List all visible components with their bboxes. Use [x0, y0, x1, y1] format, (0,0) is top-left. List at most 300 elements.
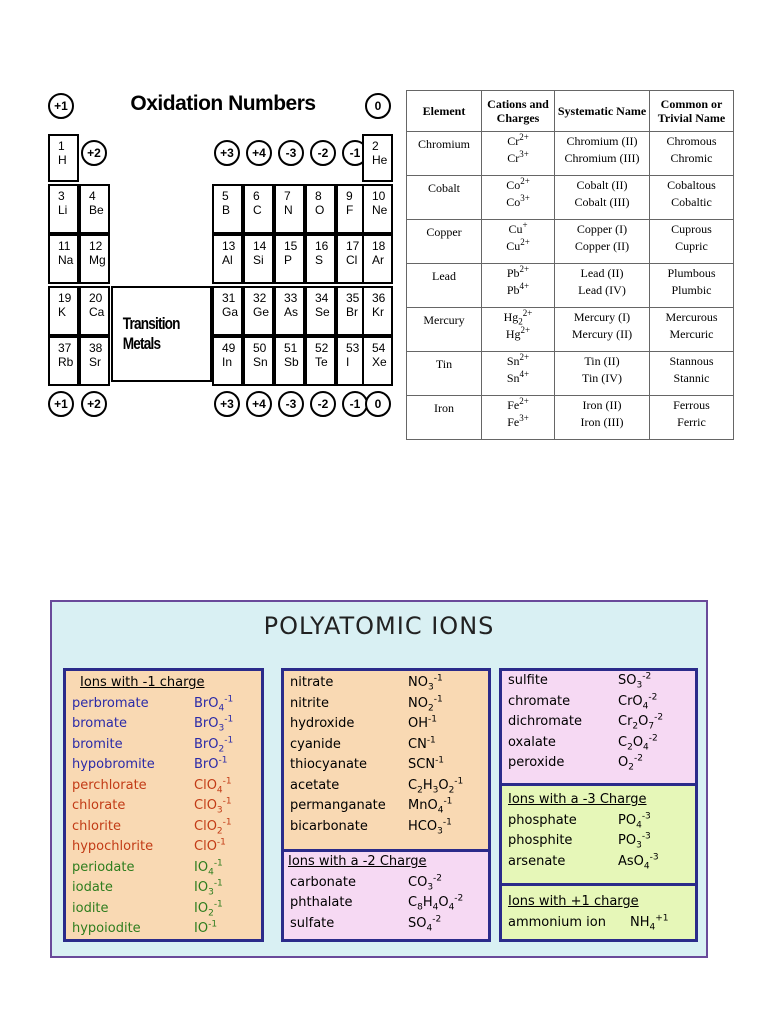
ion-name: sulfate	[290, 915, 335, 931]
list-item	[284, 776, 488, 797]
cell-element: Chromium	[407, 132, 482, 176]
element-symbol: I	[346, 355, 350, 369]
table-row	[407, 396, 734, 440]
element-cell	[79, 286, 110, 336]
cell-ions	[482, 352, 555, 396]
list-item	[66, 755, 261, 776]
ion-formula: BrO$_2^{-1}$	[194, 735, 234, 755]
ion-formula: ClO$_2^{-1}$	[194, 817, 232, 837]
list-item	[66, 714, 261, 735]
oxidation-badge-bottom: -1	[342, 391, 368, 417]
element-number: 12	[89, 239, 103, 253]
ions-middle-box	[281, 668, 491, 942]
oxidation-badge-bottom: +2	[81, 391, 107, 417]
element-number: 18	[372, 239, 386, 253]
cell-ions	[482, 220, 555, 264]
element-symbol: K	[58, 305, 67, 319]
ions-minus-one-box	[63, 668, 264, 942]
ion-formula: $C_2O_4^{-2}$	[618, 733, 658, 753]
element-cell	[362, 286, 393, 336]
table-row	[407, 264, 734, 308]
ion-formula: ClO$_4^{-1}$	[194, 776, 232, 796]
element-number: 36	[372, 291, 386, 305]
header-systematic: Systematic Name	[555, 91, 650, 132]
cell-element: Lead	[407, 264, 482, 308]
list-item	[502, 852, 695, 873]
element-number: 32	[253, 291, 267, 305]
ion-formula: ClO$_3^{-1}$	[194, 796, 232, 816]
element-number: 16	[315, 239, 329, 253]
element-number: 9	[346, 189, 353, 203]
element-number: 8	[315, 189, 322, 203]
element-number: 51	[284, 341, 298, 355]
element-symbol: B	[222, 203, 231, 217]
ion-formula: $SCN^{-1}$	[408, 755, 445, 772]
element-symbol: Kr	[372, 305, 384, 319]
common-name: Cobaltic	[671, 195, 712, 209]
element-cell	[305, 184, 336, 234]
element-symbol: Li	[58, 203, 68, 217]
element-symbol: H	[58, 153, 67, 167]
transition-metals-label: Transition Metals	[122, 314, 180, 353]
ion-formula: $Cr_2O_7^{-2}$	[618, 712, 664, 732]
element-number: 5	[222, 189, 229, 203]
systematic-name: Copper (I)	[576, 222, 628, 236]
element-number: 31	[222, 291, 236, 305]
common-name: Stannous	[669, 354, 714, 368]
element-symbol: Mg	[89, 253, 106, 267]
element-cell	[212, 184, 243, 234]
element-cell	[274, 234, 305, 284]
cell-common	[650, 264, 734, 308]
element-symbol: Sr	[89, 355, 101, 369]
ion-charge: $Cr^{2+}$	[507, 132, 529, 148]
header-cations: Cations and Charges	[482, 91, 555, 132]
ion-name: iodite	[72, 900, 109, 916]
list-item	[502, 671, 695, 692]
list-item	[66, 817, 261, 838]
table-row	[407, 308, 734, 352]
cell-ions	[482, 308, 555, 352]
common-name: Chromic	[670, 151, 713, 165]
ion-charge: $Cr^{3+}$	[507, 149, 529, 165]
element-symbol: Ge	[253, 305, 270, 319]
list-item	[66, 919, 261, 940]
ion-formula: $C_2H_3O_2^{-1}$	[408, 776, 464, 796]
common-name: Mercurous	[665, 310, 718, 324]
element-symbol: Br	[346, 305, 358, 319]
element-symbol: Xe	[372, 355, 387, 369]
oxidation-badge-bottom: +4	[246, 391, 272, 417]
ion-formula: BrO$_4^{-1}$	[194, 694, 234, 714]
list-item	[66, 796, 261, 817]
element-cell	[79, 336, 110, 386]
oxidation-numbers-panel	[48, 88, 392, 432]
systematic-name: Iron (III)	[580, 415, 624, 429]
ion-name: chlorate	[72, 798, 126, 813]
element-number: 11	[58, 239, 71, 253]
oxidation-badge-bottom: +1	[48, 391, 74, 417]
oxidation-badge-top: -3	[278, 140, 304, 166]
element-number: 37	[58, 341, 72, 355]
oxidation-badge-top: +2	[81, 140, 107, 166]
ion-name: hydroxide	[290, 716, 355, 731]
element-number: 17	[346, 239, 360, 253]
ion-name: phthalate	[290, 895, 353, 910]
common-name: Cupric	[675, 239, 708, 253]
cell-element: Tin	[407, 352, 482, 396]
element-number: 15	[284, 239, 298, 253]
element-cell	[274, 336, 305, 386]
element-symbol: Al	[222, 253, 233, 267]
ion-name: permanganate	[290, 798, 386, 813]
common-name: Cobaltous	[667, 178, 716, 192]
element-symbol: Be	[89, 203, 104, 217]
list-item	[502, 913, 695, 934]
cell-systematic	[555, 220, 650, 264]
box-header: Ions with +1 charge	[508, 894, 639, 909]
element-symbol: O	[315, 203, 325, 217]
ion-name: chromate	[508, 693, 571, 709]
list-item	[502, 811, 695, 832]
ion-name: perchlorate	[72, 777, 147, 793]
list-item	[284, 673, 488, 694]
list-item	[66, 735, 261, 756]
element-number: 6	[253, 189, 260, 203]
ion-name: phosphate	[508, 812, 577, 828]
element-cell	[79, 184, 110, 234]
ion-formula: MnO$_4^{-1}$	[408, 796, 453, 816]
element-symbol: As	[284, 305, 299, 319]
ion-name: thiocyanate	[290, 757, 368, 772]
oxidation-title: Oxidation Numbers	[130, 92, 316, 115]
element-number: 2	[372, 139, 379, 153]
element-number: 7	[284, 189, 291, 203]
oxidation-badge-top: 0	[365, 93, 391, 119]
list-item	[284, 735, 488, 756]
element-cell	[362, 184, 393, 234]
cell-systematic	[555, 396, 650, 440]
cell-element: Cobalt	[407, 176, 482, 220]
oxidation-badge-top: -1	[342, 140, 368, 166]
cell-systematic	[555, 352, 650, 396]
systematic-name: Copper (II)	[574, 239, 630, 253]
ion-charge: $Sn^{4+}$	[506, 369, 530, 385]
element-number: 35	[346, 291, 360, 305]
element-cell	[48, 336, 79, 386]
ion-name: chlorite	[72, 818, 122, 834]
element-cell	[79, 234, 110, 284]
cell-common	[650, 308, 734, 352]
systematic-name: Cobalt (II)	[576, 178, 628, 192]
element-cell	[243, 286, 274, 336]
common-name: Plumbous	[667, 266, 716, 280]
cell-ions	[482, 132, 555, 176]
common-name: Ferric	[677, 415, 706, 429]
element-cell	[243, 336, 274, 386]
ion-formula: AsO$_4^{-3}$	[618, 852, 659, 872]
element-cell	[362, 134, 393, 182]
ion-name: iodate	[72, 880, 113, 895]
element-cell	[274, 286, 305, 336]
cation-names-table	[406, 90, 734, 440]
cell-element: Iron	[407, 396, 482, 440]
table-row	[407, 176, 734, 220]
ion-charge: $Hg_2^{2+}$	[503, 308, 533, 327]
box-header: Ions with -1 charge	[80, 675, 205, 690]
cell-systematic	[555, 264, 650, 308]
ion-name: dichromate	[508, 714, 582, 729]
ion-charge: $Co^{3+}$	[506, 193, 530, 209]
ion-charge: $Sn^{2+}$	[506, 352, 530, 368]
element-number: 1	[58, 139, 65, 153]
oxidation-badge-top: +1	[48, 93, 74, 119]
cell-ions	[482, 176, 555, 220]
element-symbol: Sn	[253, 355, 268, 369]
cell-common	[650, 132, 734, 176]
cell-element: Mercury	[407, 308, 482, 352]
cell-common	[650, 352, 734, 396]
table-row	[407, 352, 734, 396]
ion-formula: $CN^{-1}$	[408, 735, 436, 752]
oxidation-badge-bottom: -3	[278, 391, 304, 417]
element-symbol: C	[253, 203, 262, 217]
ion-formula: $O_2^{-2}$	[618, 753, 643, 773]
ion-formula: $IO^{-1}$	[194, 919, 218, 936]
ion-formula: $PO_4^{-3}$	[618, 811, 651, 831]
element-cell	[48, 286, 79, 336]
ion-charge: $Hg^{2+}$	[505, 325, 531, 341]
element-number: 13	[222, 239, 236, 253]
ion-name: nitrate	[290, 675, 334, 690]
ion-name: sulfite	[508, 673, 548, 688]
common-name: Plumbic	[671, 283, 712, 297]
ion-name: carbonate	[290, 874, 356, 890]
box-header: Ions with a -3 Charge	[508, 792, 647, 807]
ion-charge: $Fe^{2+}$	[507, 396, 529, 412]
element-symbol: Te	[315, 355, 328, 369]
cell-systematic	[555, 308, 650, 352]
oxidation-badge-top: -2	[310, 140, 336, 166]
element-cell	[362, 234, 393, 284]
systematic-name: Lead (II)	[580, 266, 624, 280]
element-symbol: Ga	[222, 305, 239, 319]
table-row	[407, 132, 734, 176]
box-header: Ions with a -2 Charge	[288, 854, 427, 869]
element-cell	[243, 234, 274, 284]
common-name: Ferrous	[673, 398, 710, 412]
element-symbol: P	[284, 253, 293, 267]
systematic-name: Lead (IV)	[578, 283, 626, 297]
ion-charge: $Fe^{3+}$	[507, 413, 529, 429]
element-cell	[305, 234, 336, 284]
element-symbol: He	[372, 153, 388, 167]
ions-minus-two-section	[284, 849, 488, 939]
list-item	[66, 858, 261, 879]
list-item	[502, 733, 695, 754]
ions-right-box	[499, 668, 698, 942]
systematic-name: Cobalt (III)	[574, 195, 630, 209]
table-header-row	[407, 91, 734, 132]
ion-name: perbromate	[72, 695, 149, 711]
element-number: 14	[253, 239, 267, 253]
ion-formula: $IO_4^{-1}$	[194, 858, 223, 878]
element-symbol: Ar	[372, 253, 384, 267]
element-cell	[212, 234, 243, 284]
systematic-name: Iron (II)	[582, 398, 622, 412]
element-number: 34	[315, 291, 329, 305]
element-symbol: Ne	[372, 203, 388, 217]
ion-name: hypobromite	[72, 757, 155, 772]
element-symbol: Se	[315, 305, 330, 319]
element-symbol: S	[315, 253, 324, 267]
list-item	[66, 776, 261, 797]
list-item	[66, 878, 261, 899]
list-item	[502, 831, 695, 852]
systematic-name: Mercury (I)	[573, 310, 631, 324]
element-cell	[48, 134, 79, 182]
element-cell	[305, 336, 336, 386]
polyatomic-ions-panel	[50, 600, 708, 958]
ion-name: hypoiodite	[72, 921, 141, 936]
element-cell	[362, 336, 393, 386]
element-symbol: Na	[58, 253, 74, 267]
table-row	[407, 220, 734, 264]
ion-name: cyanide	[290, 736, 341, 752]
list-item	[502, 692, 695, 713]
list-item	[66, 694, 261, 715]
ion-formula: $NH_4^{+1}$	[630, 913, 669, 933]
oxidation-badge-top: +4	[246, 140, 272, 166]
common-name: Chromous	[666, 134, 717, 148]
element-symbol: F	[346, 203, 354, 217]
element-symbol: Cl	[346, 253, 358, 267]
ion-charge: $Pb^{4+}$	[506, 281, 530, 297]
ion-formula: BrO$^{-1}$	[194, 755, 228, 772]
element-number: 19	[58, 291, 72, 305]
element-symbol: Si	[253, 253, 264, 267]
element-number: 49	[222, 341, 236, 355]
systematic-name: Tin (II)	[584, 354, 620, 368]
element-number: 20	[89, 291, 103, 305]
list-item	[284, 796, 488, 817]
element-cell	[243, 184, 274, 234]
list-item	[284, 914, 488, 935]
ion-formula: CrO$_4^{-2}$	[618, 692, 658, 712]
ions-plus-one-section	[502, 883, 695, 939]
element-number: 38	[89, 341, 103, 355]
ion-name: hypochlorite	[72, 839, 154, 854]
ion-formula: $NO_2^{-1}$	[408, 694, 443, 714]
header-element: Element	[407, 91, 482, 132]
element-number: 54	[372, 341, 386, 355]
ion-name: bicarbonate	[290, 818, 368, 834]
oxidation-badge-bottom: -2	[310, 391, 336, 417]
ion-charge: Cu+	[508, 220, 528, 236]
element-number: 50	[253, 341, 267, 355]
ion-charge: $Co^{2+}$	[506, 176, 530, 192]
common-name: Cuprous	[671, 222, 712, 236]
element-number: 4	[89, 189, 96, 203]
element-cell	[274, 184, 305, 234]
cell-ions	[482, 264, 555, 308]
element-symbol: Rb	[58, 355, 74, 369]
list-item	[284, 893, 488, 914]
oxidation-badge-top: +3	[214, 140, 240, 166]
ion-formula: $CO_3^{-2}$	[408, 873, 443, 893]
element-symbol: In	[222, 355, 233, 369]
systematic-name: Chromium (III)	[564, 151, 640, 165]
cell-common	[650, 396, 734, 440]
ion-formula: $OH^{-1}$	[408, 714, 437, 731]
list-item	[66, 899, 261, 920]
element-cell	[212, 336, 243, 386]
list-item	[502, 753, 695, 774]
element-number: 52	[315, 341, 329, 355]
ion-name: acetate	[290, 777, 340, 793]
element-symbol: N	[284, 203, 293, 217]
element-cell	[212, 286, 243, 336]
header-common: Common or Trivial Name	[650, 91, 734, 132]
ion-name: nitrite	[290, 695, 329, 711]
transition-metals-block	[111, 286, 212, 382]
ion-formula: BrO$_3^{-1}$	[194, 714, 234, 734]
cell-element: Copper	[407, 220, 482, 264]
oxidation-badge-bottom: 0	[365, 391, 391, 417]
ion-name: oxalate	[508, 734, 556, 750]
ion-formula: $SO_4^{-2}$	[408, 914, 442, 934]
element-cell	[305, 286, 336, 336]
systematic-name: Chromium (II)	[566, 134, 638, 148]
systematic-name: Mercury (II)	[571, 327, 633, 341]
cell-common	[650, 220, 734, 264]
ion-formula: $PO_3^{-3}$	[618, 831, 651, 851]
ion-formula: ClO$^{-1}$	[194, 837, 226, 854]
element-symbol: Ca	[89, 305, 105, 319]
list-item	[284, 755, 488, 776]
systematic-name: Tin (IV)	[582, 371, 622, 385]
ions-minus-three-section	[502, 783, 695, 883]
ion-name: peroxide	[508, 755, 565, 770]
ion-formula: $C_8H_4O_4^{-2}$	[408, 893, 464, 913]
ion-formula: $IO_3^{-1}$	[194, 878, 223, 898]
cell-common	[650, 176, 734, 220]
ion-name: ammonium ion	[508, 914, 606, 930]
ion-name: arsenate	[508, 853, 566, 869]
common-name: Mercuric	[669, 327, 714, 341]
oxidation-badge-bottom: +3	[214, 391, 240, 417]
list-item	[284, 694, 488, 715]
list-item	[284, 817, 488, 838]
ion-formula: $HCO_3^{-1}$	[408, 817, 452, 837]
element-symbol: Sb	[284, 355, 299, 369]
list-item	[284, 714, 488, 735]
ion-charge: $Cu^{2+}$	[506, 237, 530, 253]
ion-name: periodate	[72, 859, 135, 875]
cell-systematic	[555, 176, 650, 220]
element-cell	[48, 184, 79, 234]
element-number: 10	[372, 189, 386, 203]
list-item	[502, 712, 695, 733]
list-item	[284, 873, 488, 894]
cell-systematic	[555, 132, 650, 176]
ion-name: bromate	[72, 716, 127, 731]
ion-formula: $IO_2^{-1}$	[194, 899, 223, 919]
element-number: 3	[58, 189, 65, 203]
ion-name: bromite	[72, 736, 123, 752]
ion-name: phosphite	[508, 833, 573, 848]
ion-formula: $NO_3^{-1}$	[408, 673, 443, 693]
